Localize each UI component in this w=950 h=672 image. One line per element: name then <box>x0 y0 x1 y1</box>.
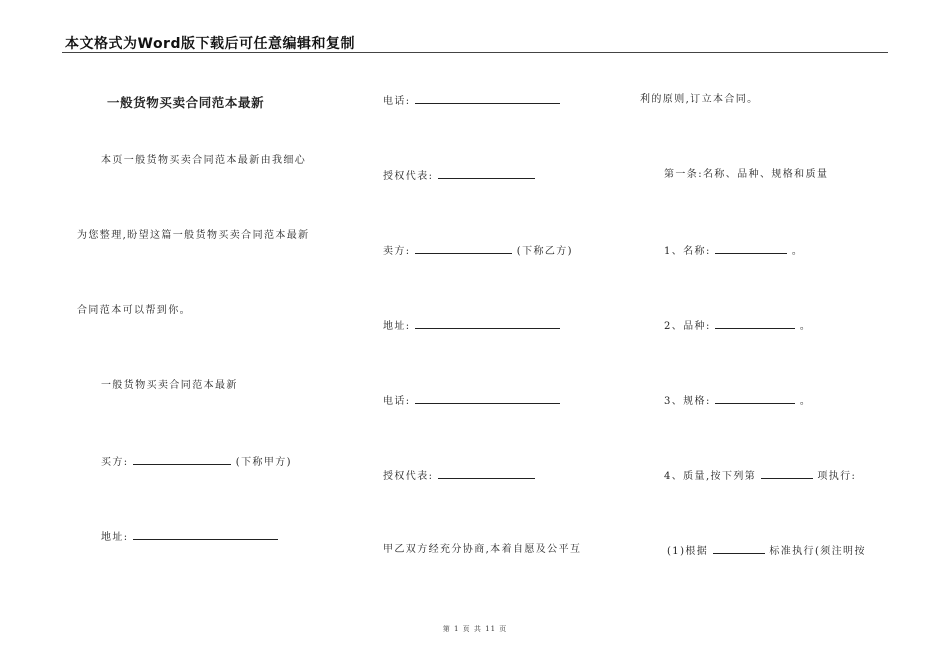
seller-note: (下称乙方) <box>516 246 573 257</box>
seller-address-line <box>383 318 560 334</box>
seller-phone-label: 电话: <box>383 396 411 407</box>
item-variety-label: 2、品种: <box>664 321 711 332</box>
article-1-heading: 第一条:名称、品种、规格和质量 <box>664 169 829 180</box>
seller-representative-label: 授权代表: <box>383 471 434 482</box>
seller-label: 卖方: <box>383 246 411 257</box>
item-name-label: 1、名称: <box>664 246 711 257</box>
buyer-representative-blank <box>438 168 535 179</box>
page-number-current: 1 <box>453 625 460 633</box>
page-number-total: 11 <box>485 625 497 633</box>
quality-basis-blank <box>713 543 765 554</box>
item-quality-blank <box>761 468 813 479</box>
header-title: 本文格式为Word版下载后可任意编辑和复制 <box>65 36 355 52</box>
item-quality-line <box>664 468 856 484</box>
buyer-phone-line <box>383 93 560 109</box>
header-divider <box>62 52 888 53</box>
item-name-line <box>664 243 803 259</box>
seller-representative-line <box>383 468 535 484</box>
item-variety-line <box>664 318 811 334</box>
seller-address-label: 地址: <box>383 321 411 332</box>
page-number-suffix: 页 <box>499 625 508 633</box>
buyer-address-line <box>101 529 278 545</box>
item-spec-label: 3、规格: <box>664 396 711 407</box>
intro-paragraph-line-2: 为您整理,盼望这篇一般货物买卖合同范本最新 <box>77 230 310 241</box>
buyer-representative-label: 授权代表: <box>383 171 434 182</box>
intro-paragraph-line-1: 本页一般货物买卖合同范本最新由我细心 <box>101 155 307 166</box>
buyer-blank <box>133 454 231 465</box>
page-number-prefix: 第 <box>442 625 451 633</box>
buyer-line <box>101 454 292 470</box>
quality-basis-suffix: 标准执行(须注明按 <box>769 546 866 557</box>
buyer-phone-label: 电话: <box>383 96 411 107</box>
quality-basis-line <box>667 543 866 559</box>
buyer-label: 买方: <box>101 457 129 468</box>
buyer-address-label: 地址: <box>101 532 129 543</box>
seller-phone-line <box>383 393 560 409</box>
quality-basis-label: (1)根据 <box>667 546 709 557</box>
agreement-text: 甲乙双方经充分协商,本着自愿及公平互 <box>383 544 582 555</box>
seller-representative-blank <box>438 468 535 479</box>
page-number <box>0 624 950 634</box>
item-quality-suffix: 项执行: <box>817 471 857 482</box>
buyer-phone-blank <box>415 93 560 104</box>
buyer-address-blank <box>133 529 278 540</box>
seller-blank <box>415 243 512 254</box>
item-spec-blank <box>715 393 795 404</box>
buyer-note: (下称甲方) <box>235 457 292 468</box>
item-name-blank <box>715 243 787 254</box>
buyer-representative-line <box>383 168 535 184</box>
page-number-middle: 页 共 <box>462 625 482 633</box>
seller-address-blank <box>415 318 560 329</box>
principle-text: 利的原则,订立本合同。 <box>640 94 759 105</box>
item-variety-blank <box>715 318 795 329</box>
item-spec-period: 。 <box>799 396 812 407</box>
document-title: 一般货物买卖合同范本最新 <box>107 95 265 110</box>
item-spec-line <box>664 393 811 409</box>
item-name-period: 。 <box>791 246 804 257</box>
item-variety-period: 。 <box>799 321 812 332</box>
seller-phone-blank <box>415 393 560 404</box>
item-quality-label: 4、质量,按下列第 <box>664 471 757 482</box>
seller-line <box>383 243 573 259</box>
intro-paragraph-line-3: 合同范本可以帮到你。 <box>77 305 191 316</box>
contract-heading: 一般货物买卖合同范本最新 <box>101 380 238 391</box>
